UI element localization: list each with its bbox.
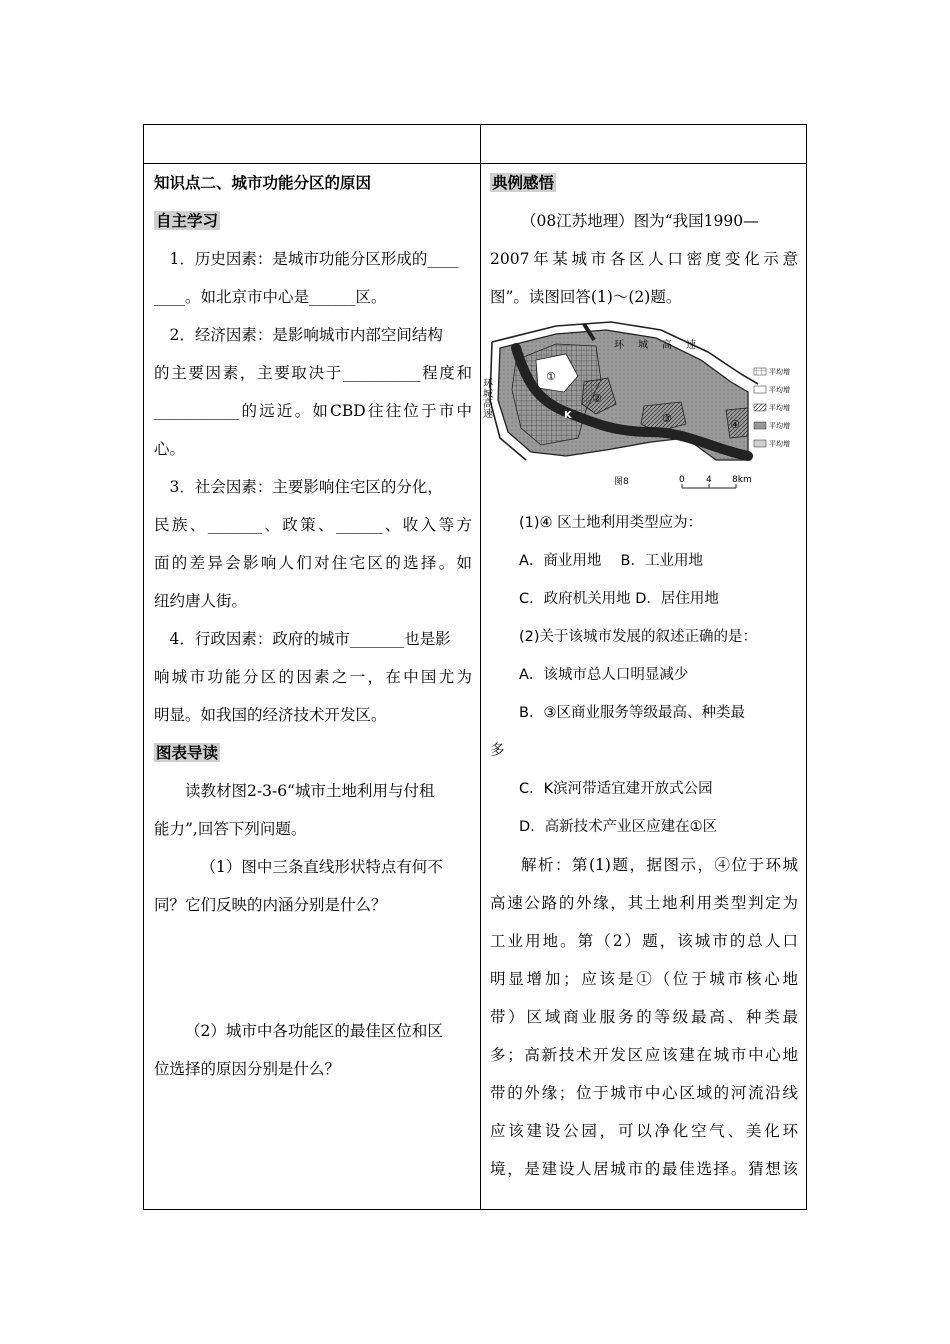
item-2-line-1: 2．经济因素：是影响城市内部空间结构 [169,326,443,344]
question-1-options-cd: C．政府机关用地 D．居住用地 [519,591,719,607]
svg-text:平均增: 平均增 [769,404,790,412]
analysis-line-2: 高速公路的外缘，其土地利用类型判定为 [490,894,798,912]
right-column [480,164,798,1188]
analysis-line-1: 解析：第(1)题，据图示，④位于环城 [521,856,798,874]
map-legend [754,367,790,448]
k-label: K [564,410,572,421]
item-1-line-2: ____。如北京市中心是______区。 [154,288,387,306]
item-3-line-4: 纽约唐人街。 [154,592,248,610]
question-1-line-1: （1）图中三条直线形状特点有何不 [200,858,443,876]
read-line-2: 能力”,回答下列问题。 [154,820,307,838]
question-2-option-b-1: B．③区商业服务等级最高、种类最 [519,705,745,721]
svg-text:平均增: 平均增 [769,368,790,376]
zone-1-label: ① [546,370,556,383]
item-1-line-1: 1．历史因素：是城市功能分区形成的____ [169,250,459,268]
intro-line-3: 图”。读图回答(1)～(2)题。 [490,288,682,306]
question-2: (2)关于该城市发展的叙述正确的是： [519,629,758,645]
item-4-line-2: 响城市功能分区的因素之一，在中国尤为 [154,668,472,686]
figure-label: 图8 [614,477,629,487]
left-column [154,164,472,1088]
item-3-line-1: 3．社会因素：主要影响住宅区的分化， [169,478,443,496]
svg-text:0: 0 [679,475,685,485]
item-4-line-1: 4．行政因素：政府的城市_______也是影 [169,630,451,648]
svg-text:平均增: 平均增 [769,386,790,394]
content-table [143,124,807,1210]
item-2-line-2: 的主要因素，主要取决于__________程度和 [154,364,472,382]
table-column-divider [480,125,481,1209]
question-1: (1)④ 区土地利用类型应为： [519,515,703,531]
question-2-line-2: 位选择的原因分别是什么？ [154,1060,341,1078]
question-1-options-ab: A．商业用地 B．工业用地 [519,553,703,569]
analysis-line-9: 境，是建设人居城市的最佳选择。猜想该 [490,1160,798,1178]
question-1-line-2: 同？它们反映的内涵分别是什么？ [154,896,387,914]
question-2-line-1: （2）城市中各功能区的最佳区位和区 [185,1022,443,1040]
intro-line-2: 2007年某城市各区人口密度变化示意 [490,250,798,268]
question-2-option-c: C．K滨河带适宜建开放式公园 [519,781,713,797]
section-heading: 知识点二、城市功能分区的原因 [154,173,372,192]
intro-line-1: （08江苏地理）图为“我国1990— [521,212,759,230]
question-2-option-a: A．该城市总人口明显减少 [519,667,689,683]
analysis-line-5: 带）区域商业服务的等级最高、种类最 [490,1008,798,1026]
item-3-line-3: 面的差异会影响人们对住宅区的选择。如 [154,554,472,572]
svg-text:8km: 8km [732,475,752,485]
scale-bar [679,475,752,488]
self-study-label: 自主学习 [156,211,219,230]
ring-road-top-label: 环城高速 [614,340,710,351]
city-map-figure [480,320,794,498]
example-heading: 典例感悟 [492,173,555,192]
analysis-line-8: 应该建设公园，可以净化空气、美化环 [490,1122,798,1140]
read-line-1: 读教材图2-3-6“城市土地利用与付租 [185,782,435,800]
svg-text:平均增: 平均增 [769,422,790,430]
zone-2-label: ② [592,392,602,405]
item-2-line-3: ___________的远近。如CBD往往位于市中 [154,402,472,420]
item-2-line-4: 心。 [154,440,186,458]
chart-guide-label: 图表导读 [156,743,219,762]
question-2-option-d: D．高新技术产业区应建在①区 [519,819,718,835]
analysis-line-7: 带的外缘；位于城市中心区域的河流沿线 [490,1084,798,1102]
zone-4-label: ④ [730,418,740,431]
analysis-line-6: 多；高新技术开发区应该建在城市中心地 [490,1046,798,1064]
item-3-line-2: 民族、_______、政策、______、收入等方 [154,516,472,534]
analysis-line-3: 工业用地。第（2）题，该城市的总人口 [490,932,798,950]
question-2-option-b-2: 多 [490,743,505,759]
answer-space-1 [154,924,472,1012]
zone-3-label: ③ [662,412,672,425]
svg-text:4: 4 [706,475,712,485]
svg-text:平均增: 平均增 [769,440,790,448]
analysis-line-4: 明显增加；应该是①（位于城市核心地 [490,970,798,988]
population-density-map [480,320,794,498]
item-4-line-3: 明显。如我国的经济技术开发区。 [154,706,387,724]
ring-road-left-label: 环城高速 [480,378,492,418]
